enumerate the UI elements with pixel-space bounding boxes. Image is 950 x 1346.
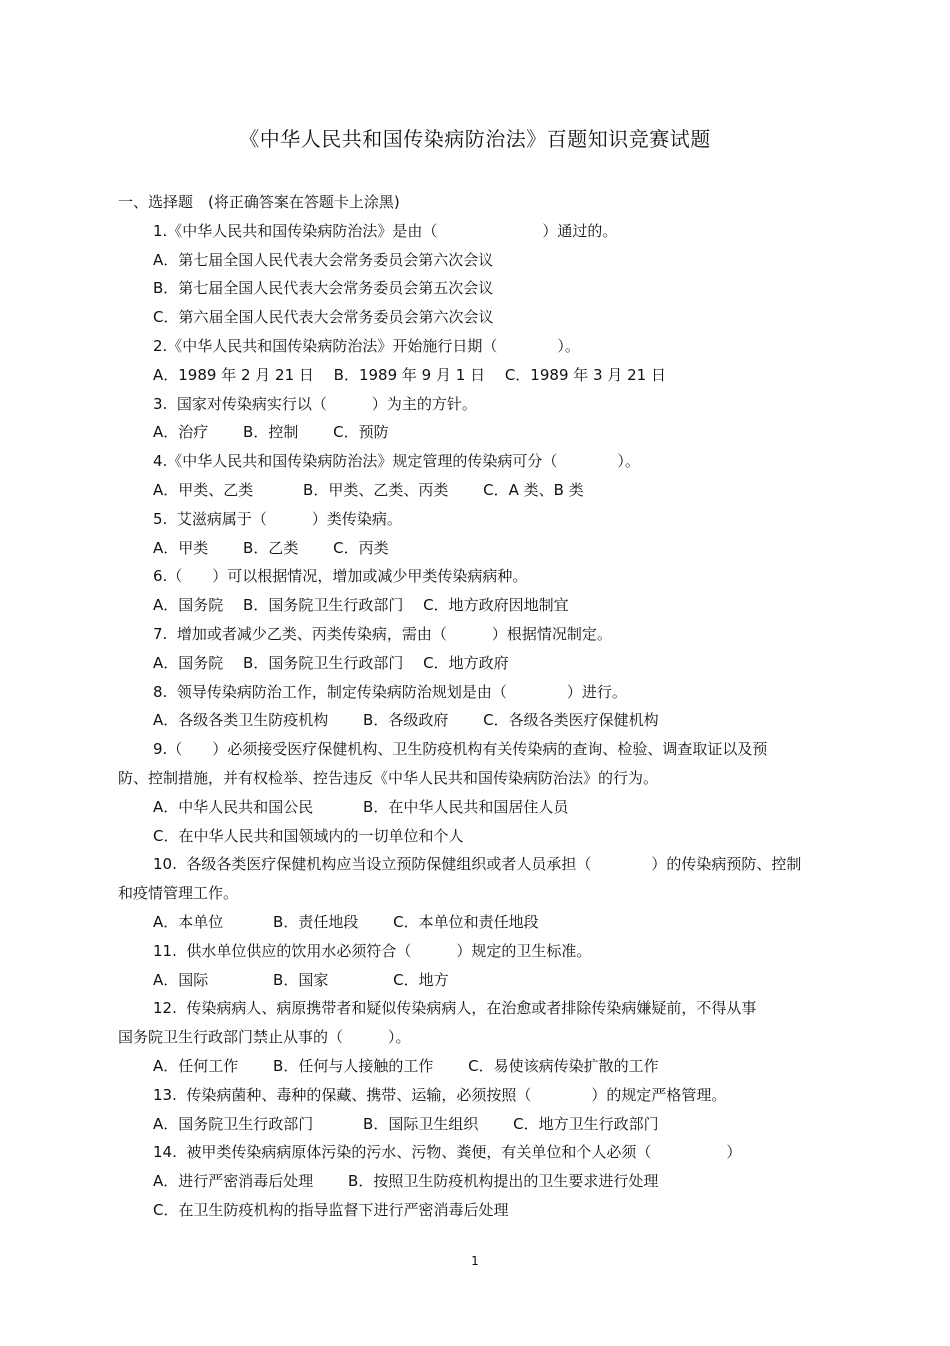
question-line: 6.（ ）可以根据情况，增加或减少甲类传染病病种。 [153,567,528,586]
option-line: A．国务院 B．国务院卫生行政部门 C．地方政府因地制宜 [153,596,569,615]
question-line: 4.《中华人民共和国传染病防治法》规定管理的传染病可分（ ）。 [153,452,640,471]
option-line: C．在中华人民共和国领域内的一切单位和个人 [153,826,464,845]
question-line: 11. 供水单位供应的饮用水必须符合（ ）规定的卫生标准。 [153,941,592,960]
question-line: 3. 国家对传染病实行以（ ）为主的方针。 [153,394,477,413]
question-line: 9.（ ）必须接受医疗保健机构、卫生防疫机构有关传染病的查询、检验、调查取证以及预 [153,740,768,759]
option-line: C．第六届全国人民代表大会常务委员会第六次会议 [153,308,494,327]
option-line: A．任何工作 B．任何与人接触的工作 C．易使该病传染扩散的工作 [153,1056,659,1075]
option-line: A．进行严密消毒后处理 B．按照卫生防疫机构提出的卫生要求进行处理 [153,1172,659,1191]
option-line: A．国务院卫生行政部门 B．国际卫生组织 C．地方卫生行政部门 [153,1114,659,1133]
question-line: 14. 被甲类传染病病原体污染的污水、污物、粪便，有关单位和个人必须（ ） [153,1143,742,1162]
question-line: 10. 各级各类医疗保健机构应当设立预防保健组织或者人员承担（ ）的传染病预防、控制 [153,855,802,874]
question-line: 12. 传染病病人、病原携带者和疑似传染病病人，在治愈或者排除传染病嫌疑前，不得从事 [153,999,757,1018]
question-line: 7. 增加或者减少乙类、丙类传染病，需由（ ）根据情况制定。 [153,624,612,643]
option-line: A．各级各类卫生防疫机构 B．各级政府 C．各级各类医疗保健机构 [153,711,659,730]
option-line: A．治疗 B．控制 C．预防 [153,423,389,442]
question-line: 13. 传染病菌种、毒种的保藏、携带、运输，必须按照（ ）的规定严格管理。 [153,1085,727,1104]
question-line: 8. 领导传染病防治工作，制定传染病防治规划是由（ ）进行。 [153,682,627,701]
option-line: A．国际 B．国家 C．地方 [153,970,449,989]
question-line-continued: 防、控制措施，并有权检举、控告违反《中华人民共和国传染病防治法》的行为。 [118,768,659,787]
option-line: A．甲类 B．乙类 C．丙类 [153,538,389,557]
option-line: A．第七届全国人民代表大会常务委员会第六次会议 [153,250,494,269]
option-line: C．在卫生防疫机构的指导监督下进行严密消毒后处理 [153,1200,509,1219]
document-title: 《中华人民共和国传染病防治法》百题知识竞赛试题 [239,127,711,151]
question-line-continued: 和疫情管理工作。 [118,884,239,903]
question-line-continued: 国务院卫生行政部门禁止从事的（ ）。 [118,1028,411,1047]
question-line: 5. 艾滋病属于（ ）类传染病。 [153,509,402,528]
option-line: A．中华人民共和国公民 B．在中华人民共和国居住人员 [153,797,569,816]
question-line: 1.《中华人民共和国传染病防治法》是由（ ）通过的。 [153,221,618,240]
option-line: A．本单位 B．责任地段 C．本单位和责任地段 [153,912,539,931]
option-line: A．国务院 B．国务院卫生行政部门 C．地方政府 [153,653,509,672]
option-line: A．1989 年 2 月 21 日 B．1989 年 9 月 1 日 C．1989 年 3 月 21 日 [153,365,666,384]
page-number: 1 [471,1254,479,1268]
section-heading: 一、选择题 (将正确答案在答题卡上涂黑) [118,193,400,211]
option-line: B．第七届全国人民代表大会常务委员会第五次会议 [153,279,494,298]
option-line: A．甲类、乙类 B．甲类、乙类、丙类 C．A 类、B 类 [153,480,584,499]
question-list [0,188,950,1225]
question-line: 2.《中华人民共和国传染病防治法》开始施行日期（ ）。 [153,336,580,355]
